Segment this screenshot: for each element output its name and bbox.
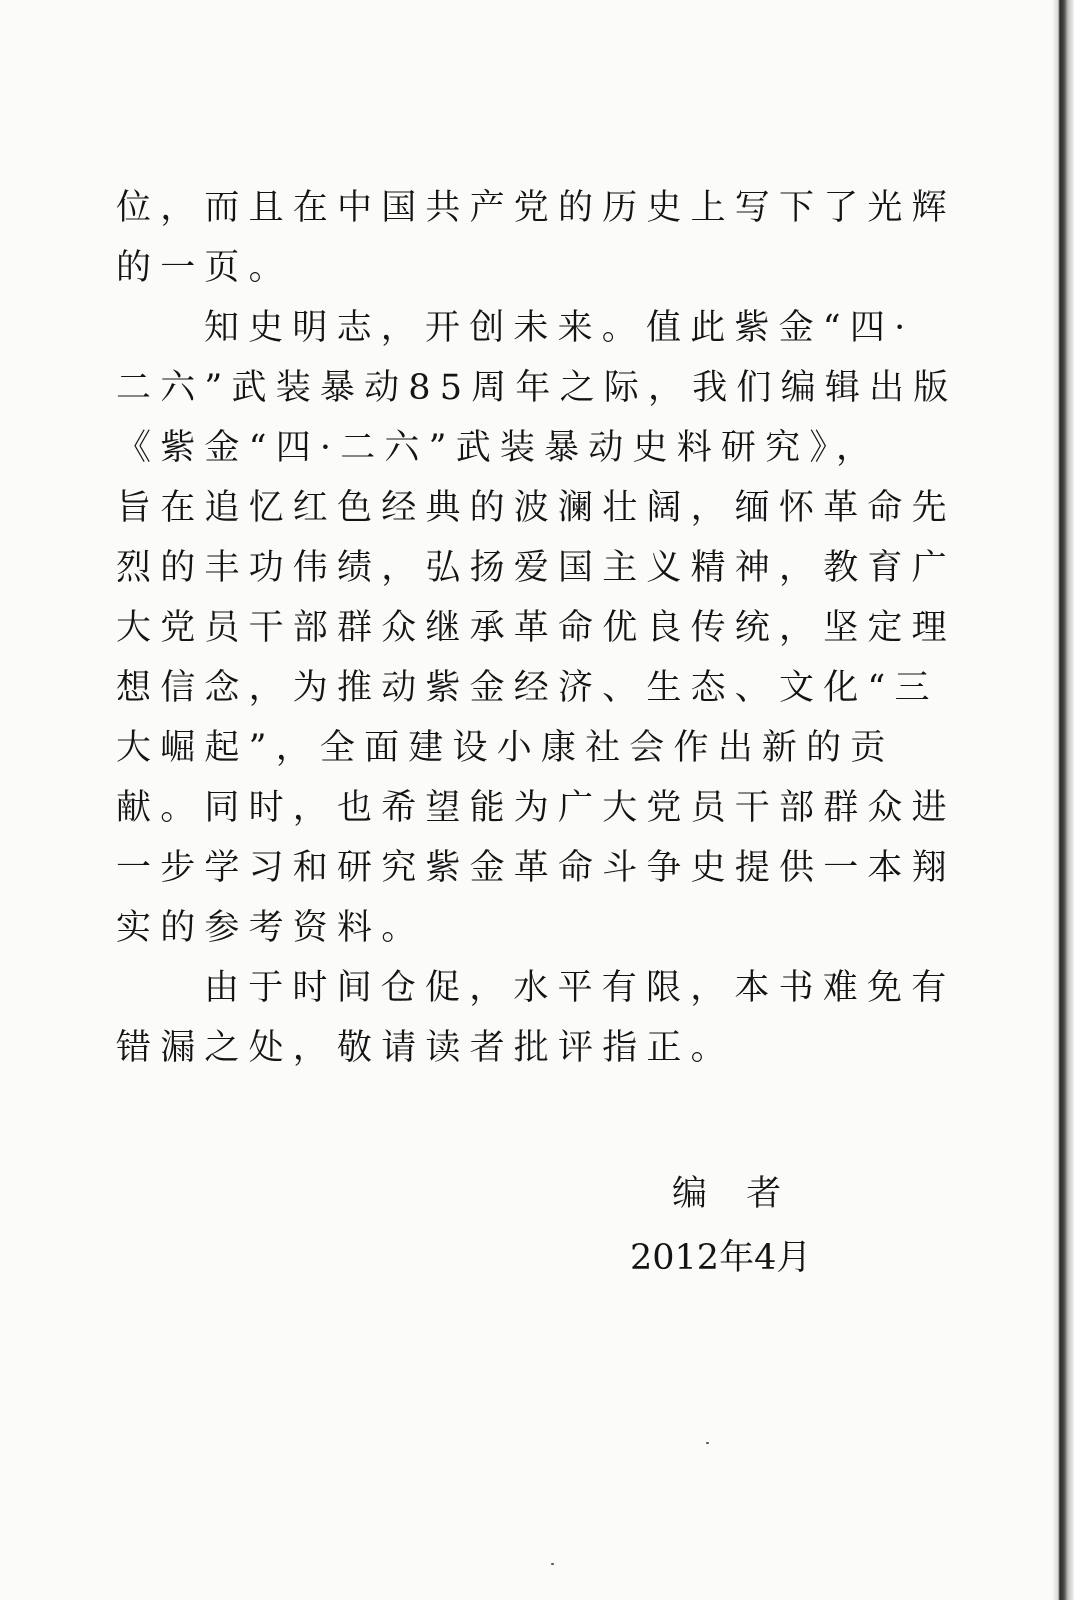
text-line: 知史明志，开创未来。值此紫金“四·	[204, 308, 915, 348]
text-line: 大党员干部群众继承革命优良传统，坚定理	[116, 608, 956, 648]
text-line: 的一页。	[116, 248, 293, 288]
text-line: 想信念，为推动紫金经济、生态、文化“三	[116, 668, 939, 708]
text-line: 烈的丰功伟绩，弘扬爱国主义精神，教育广	[116, 548, 956, 588]
scan-speck	[551, 1563, 554, 1565]
text-line: 实的参考资料。	[116, 908, 426, 948]
date-line: 2012年4月	[630, 1238, 812, 1278]
text-line: 一步学习和研究紫金革命斗争史提供一本翔	[116, 848, 956, 888]
body-text	[116, 178, 958, 1078]
text-line: 位，而且在中国共产党的历史上写下了光辉	[116, 188, 956, 228]
scan-speck	[706, 1442, 709, 1444]
author-signature: 编 者	[672, 1174, 796, 1214]
text-line: 献。同时，也希望能为广大党员干部群众进	[116, 788, 956, 828]
text-line: 错漏之处，敬请读者批评指正。	[116, 1028, 735, 1068]
text-line: 由于时间仓促，水平有限，本书难免有	[204, 968, 956, 1008]
text-line: 二六”武装暴动85周年之际，我们编辑出版	[116, 368, 958, 408]
text-line: 大崛起”，全面建设小康社会作出新的贡	[116, 728, 895, 768]
scanned-page-edge	[1052, 0, 1074, 1600]
text-line: 旨在追忆红色经典的波澜壮阔，缅怀革命先	[116, 488, 956, 528]
text-line: 《紫金“四·二六”武装暴动史料研究》，	[116, 428, 881, 468]
